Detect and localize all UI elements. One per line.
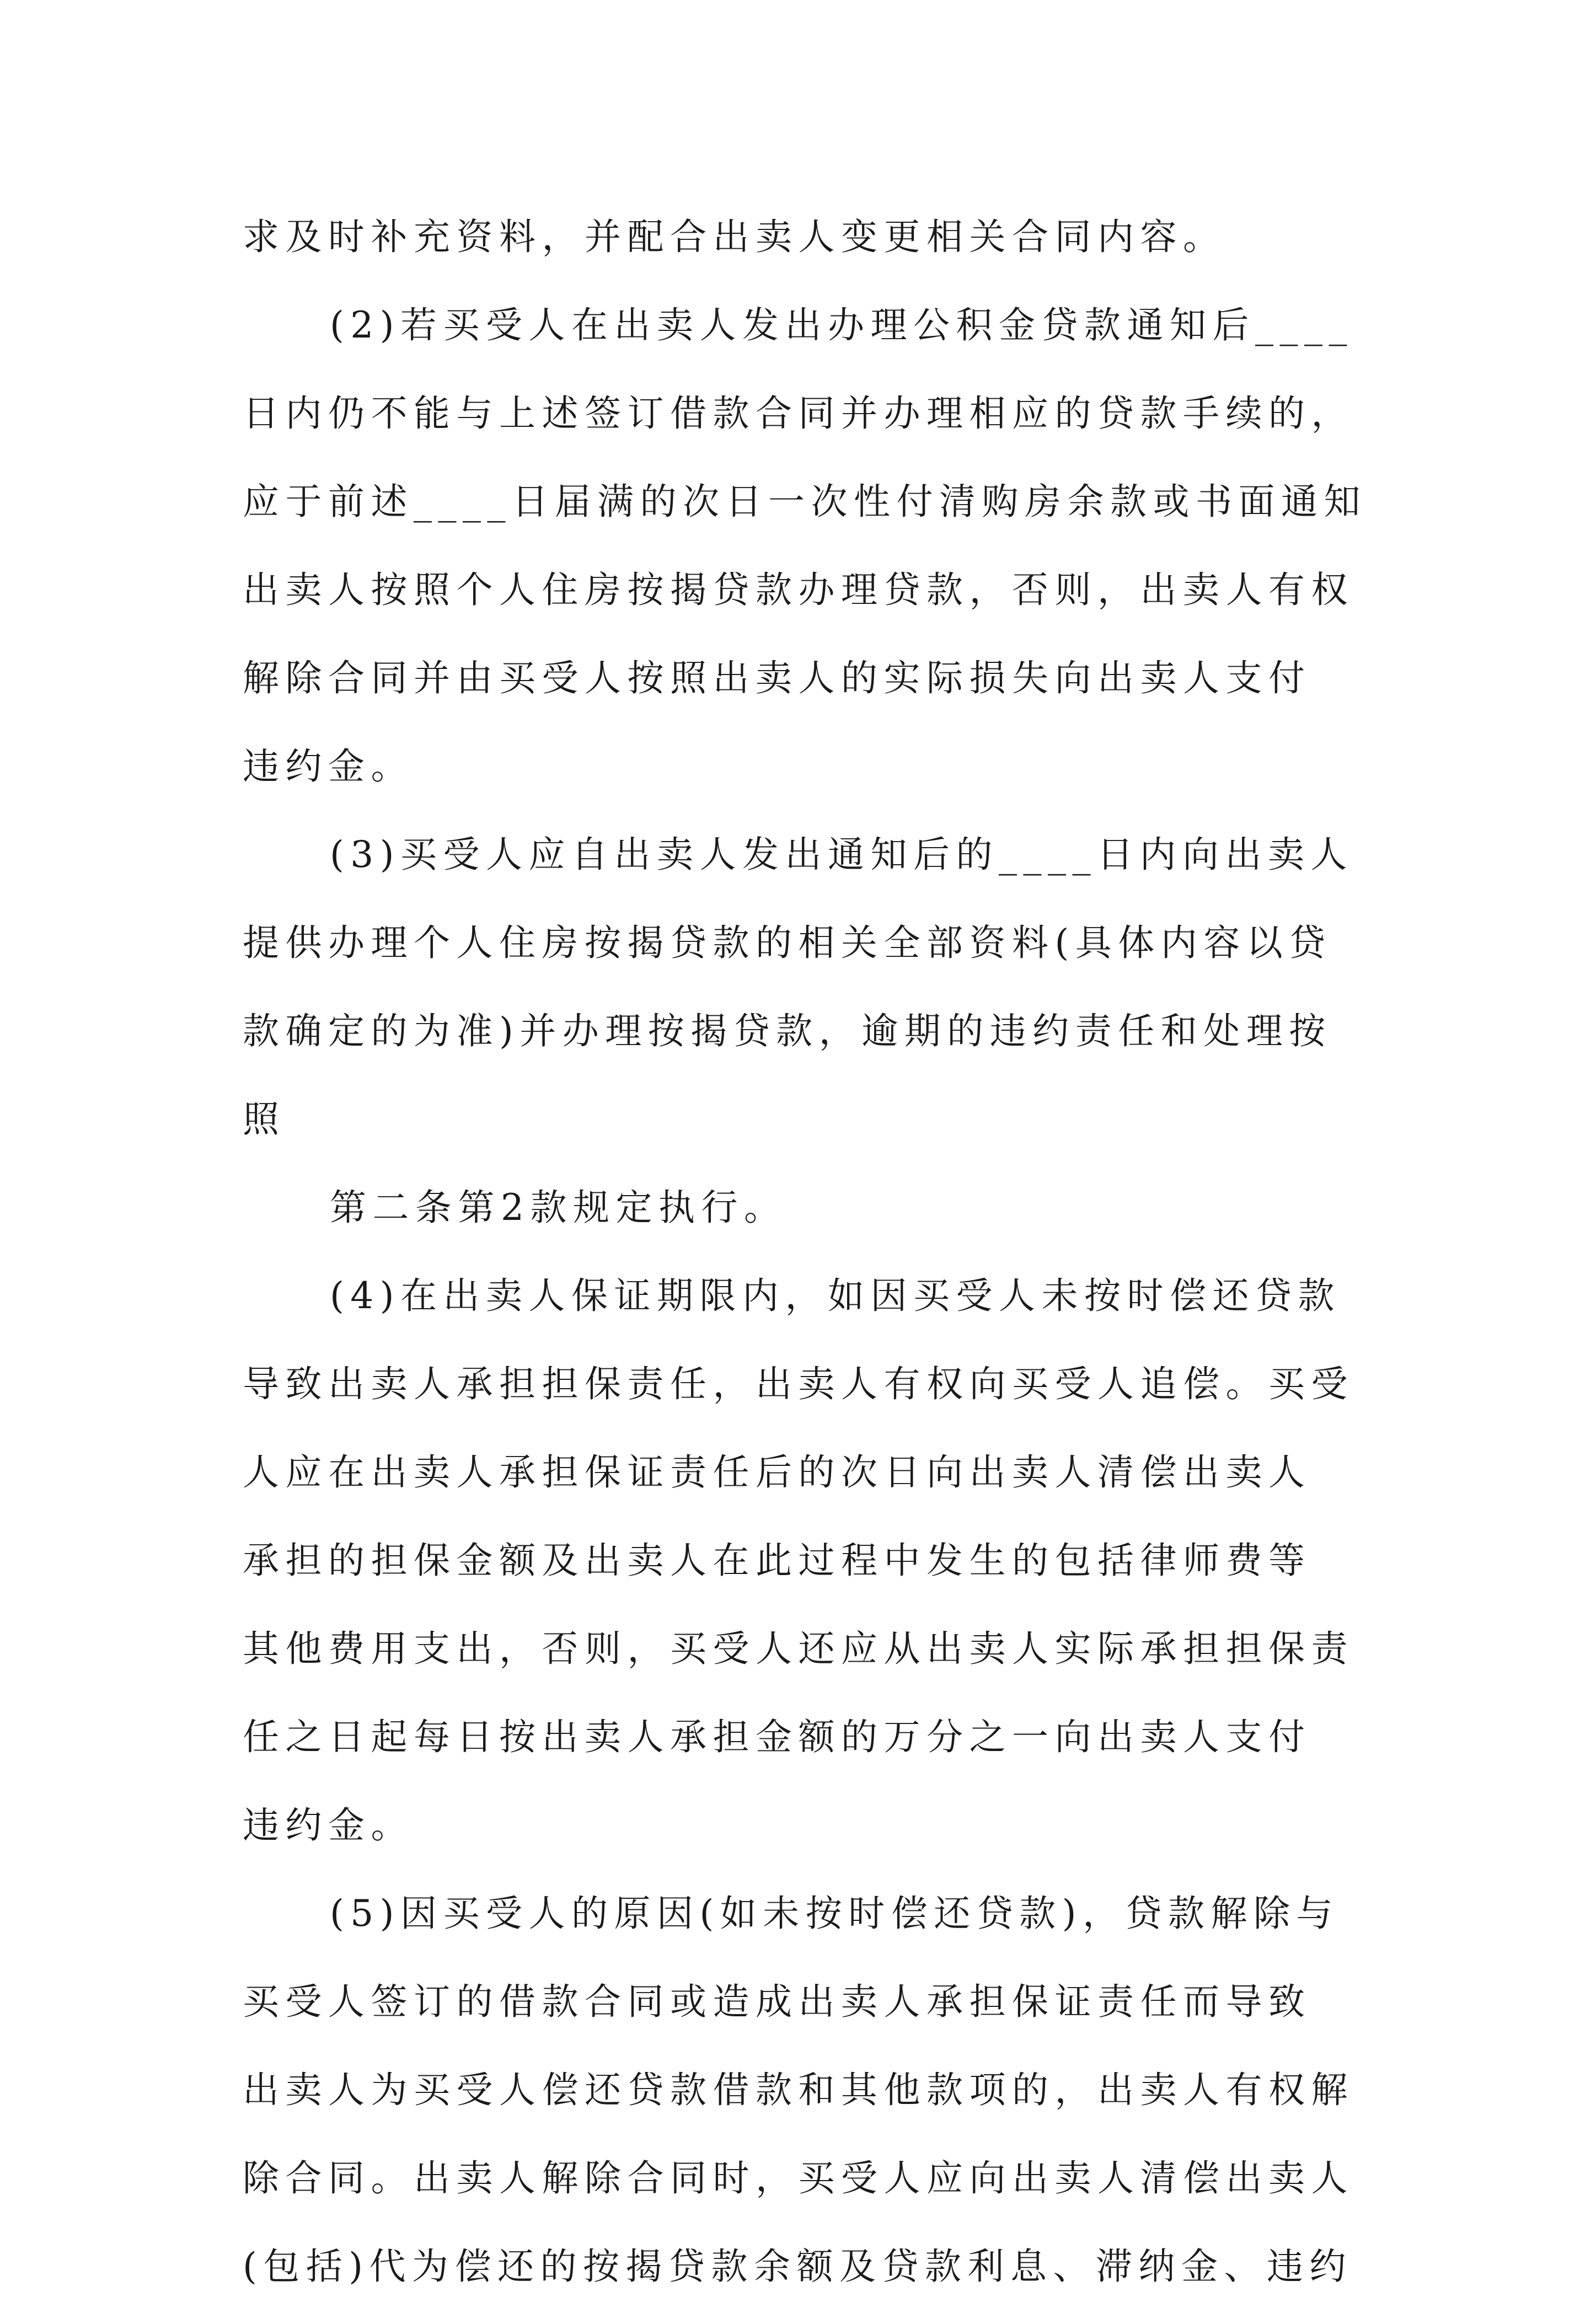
text-line: 承担的担保金额及出卖人在此过程中发生的包括律师费等 [243,1539,1311,1582]
text-line: 出卖人为买受人偿还贷款借款和其他款项的，出卖人有权解 [243,2069,1354,2111]
text-line: 第二条第2款规定执行。 [330,1186,787,1229]
text-line: (包括)代为偿还的按揭贷款余额及贷款利息、滞纳金、违约 [243,2245,1352,2288]
text-line: 提供办理个人住房按揭贷款的相关全部资料(具体内容以贷 [243,922,1332,964]
text-line: 导致出卖人承担担保责任，出卖人有权向买受人追偿。买受 [243,1363,1354,1405]
text-line: (5)因买受人的原因(如未按时偿还贷款)，贷款解除与 [330,1892,1339,1935]
text-line: (3)买受人应自出卖人发出通知后的____日内向出卖人 [330,833,1353,876]
text-line: 照 [243,1098,286,1141]
text-line: 应于前述____日届满的次日一次性付清购房余款或书面通知 [243,480,1367,523]
text-line: 求及时补充资料，并配合出卖人变更相关合同内容。 [243,216,1226,258]
text-line: 款确定的为准)并办理按揭贷款，逾期的违约责任和处理按 [243,1010,1332,1052]
text-line: 除合同。出卖人解除合同时，买受人应向出卖人清偿出卖人 [243,2157,1354,2199]
text-line: (4)在出卖人保证期限内，如因买受人未按时偿还贷款 [330,1275,1341,1317]
text-line: 人应在出卖人承担保证责任后的次日向出卖人清偿出卖人 [243,1451,1311,1493]
text-line: 违约金。 [243,1804,414,1846]
text-line: 任之日起每日按出卖人承担金额的万分之一向出卖人支付 [243,1716,1311,1758]
text-line: 出卖人按照个人住房按揭贷款办理贷款，否则，出卖人有权 [243,569,1354,611]
text-line: 违约金。 [243,745,414,788]
text-line: 日内仍不能与上述签订借款合同并办理相应的贷款手续的， [243,392,1354,435]
text-line: 解除合同并由买受人按照出卖人的实际损失向出卖人支付 [243,657,1311,699]
text-line: 其他费用支出，否则，买受人还应从出卖人实际承担担保责 [243,1627,1354,1670]
text-line: 买受人签订的借款合同或造成出卖人承担保证责任而导致 [243,1980,1311,2023]
text-line: (2)若买受人在出卖人发出办理公积金贷款通知后____ [330,304,1353,346]
